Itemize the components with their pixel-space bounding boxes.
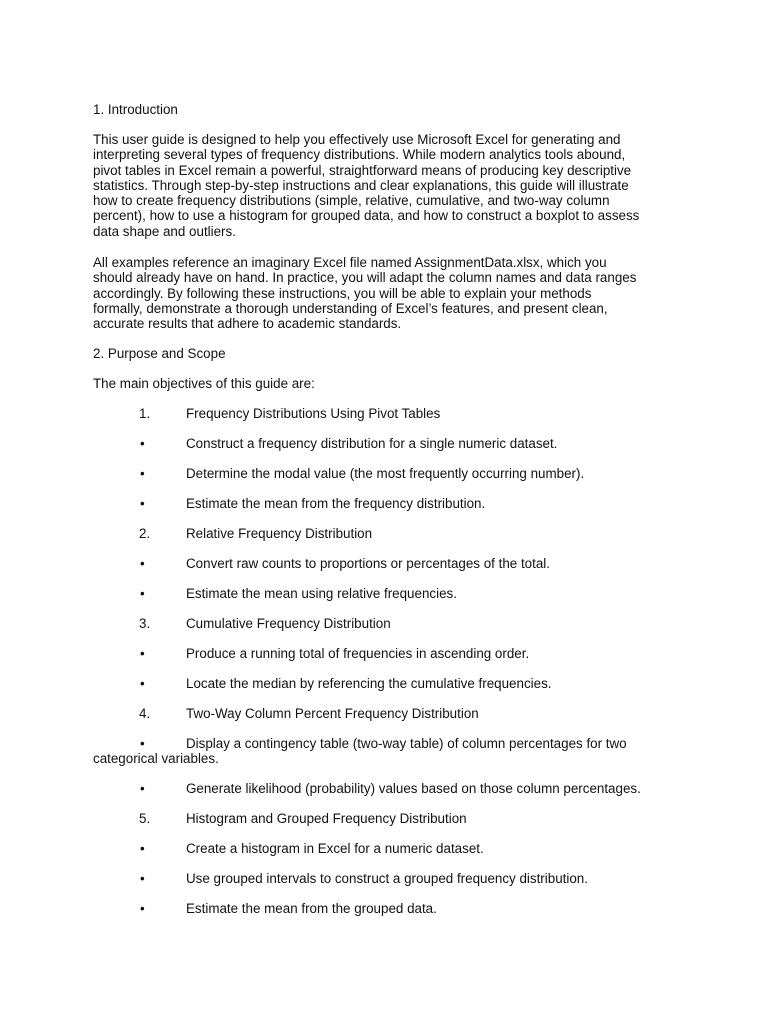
bullet-marker: • bbox=[140, 901, 145, 916]
bullet-marker: • bbox=[140, 436, 145, 451]
bullet-marker: • bbox=[140, 736, 145, 751]
paragraph-line: formally, demonstrate a thorough understanding of Excel’s features, and present clean, bbox=[93, 300, 608, 316]
list-item-text: Estimate the mean from the frequency distribution. bbox=[186, 496, 486, 511]
list-item-text: Create a histogram in Excel for a numeric dataset. bbox=[186, 841, 484, 856]
bullet-marker: • bbox=[140, 586, 145, 601]
list-item-text: Display a contingency table (two-way table) of column percentages for two bbox=[186, 736, 627, 751]
list-marker: 5. bbox=[139, 811, 151, 826]
paragraph-line: accordingly. By following these instructions, you will be able to explain your methods bbox=[93, 285, 592, 301]
bullet-marker: • bbox=[140, 496, 145, 511]
intro-paragraph-2 bbox=[93, 255, 683, 331]
bullet-marker: • bbox=[140, 841, 145, 856]
section-heading-introduction: 1. Introduction bbox=[93, 102, 178, 117]
list-item-text: Locate the median by referencing the cumulative frequencies. bbox=[186, 676, 552, 691]
paragraph-line: This user guide is designed to help you effectively use Microsoft Excel for generating and bbox=[93, 132, 621, 147]
list-marker: 2. bbox=[139, 526, 151, 541]
list-item-text: Produce a running total of frequencies in ascending order. bbox=[186, 646, 530, 661]
paragraph-line: interpreting several types of frequency distributions. While modern analytics tools abound, bbox=[93, 147, 626, 163]
list-item-text: Determine the modal value (the most frequently occurring number). bbox=[186, 466, 585, 481]
list-item-text: Frequency Distributions Using Pivot Tables bbox=[186, 406, 441, 421]
bullet-marker: • bbox=[140, 556, 145, 571]
list-item-text: Cumulative Frequency Distribution bbox=[186, 616, 391, 631]
section-heading-purpose: 2. Purpose and Scope bbox=[93, 346, 226, 361]
list-item-text: Use grouped intervals to construct a grouped frequency distribution. bbox=[186, 871, 588, 886]
bullet-marker: • bbox=[140, 646, 145, 661]
paragraph-line: accurate results that adhere to academic standards. bbox=[93, 316, 402, 332]
list-item-text: Estimate the mean from the grouped data. bbox=[186, 901, 437, 916]
list-marker: 4. bbox=[139, 706, 151, 721]
paragraph-line: statistics. Through step-by-step instructions and clear explanations, this guide will illustrate bbox=[93, 177, 629, 193]
list-item-text: Construct a frequency distribution for a single numeric dataset. bbox=[186, 436, 558, 451]
bullet-marker: • bbox=[140, 466, 145, 481]
list-item-text: Histogram and Grouped Frequency Distribution bbox=[186, 811, 467, 826]
list-marker: 1. bbox=[139, 406, 151, 421]
paragraph-line: how to create frequency distributions (simple, relative, cumulative, and two-way column bbox=[93, 193, 610, 209]
list-item-text: Estimate the mean using relative frequencies. bbox=[186, 586, 457, 601]
paragraph-line: should already have on hand. In practice, you will adapt the column names and data ranges bbox=[93, 270, 637, 286]
paragraph-line: data shape and outliers. bbox=[93, 223, 236, 239]
paragraph-line: All examples reference an imaginary Excel file named AssignmentData.xlsx, which you bbox=[93, 255, 607, 270]
paragraph-line: pivot tables in Excel remain a powerful, straightforward means of producing key descriptive bbox=[93, 162, 632, 178]
bullet-marker: • bbox=[140, 676, 145, 691]
list-item-text: Relative Frequency Distribution bbox=[186, 526, 373, 541]
objectives-intro: The main objectives of this guide are: bbox=[93, 376, 315, 391]
list-item-text-continuation: categorical variables. bbox=[93, 751, 219, 766]
bullet-marker: • bbox=[140, 871, 145, 886]
paragraph-line: percent), how to use a histogram for grouped data, and how to construct a boxplot to assess bbox=[93, 208, 640, 224]
list-marker: 3. bbox=[139, 616, 151, 631]
list-item-text: Two-Way Column Percent Frequency Distribution bbox=[186, 706, 479, 721]
intro-paragraph-1 bbox=[93, 132, 683, 239]
list-item-text: Generate likelihood (probability) values based on those column percentages. bbox=[186, 781, 641, 796]
list-item-text: Convert raw counts to proportions or percentages of the total. bbox=[186, 556, 550, 571]
bullet-marker: • bbox=[140, 781, 145, 796]
